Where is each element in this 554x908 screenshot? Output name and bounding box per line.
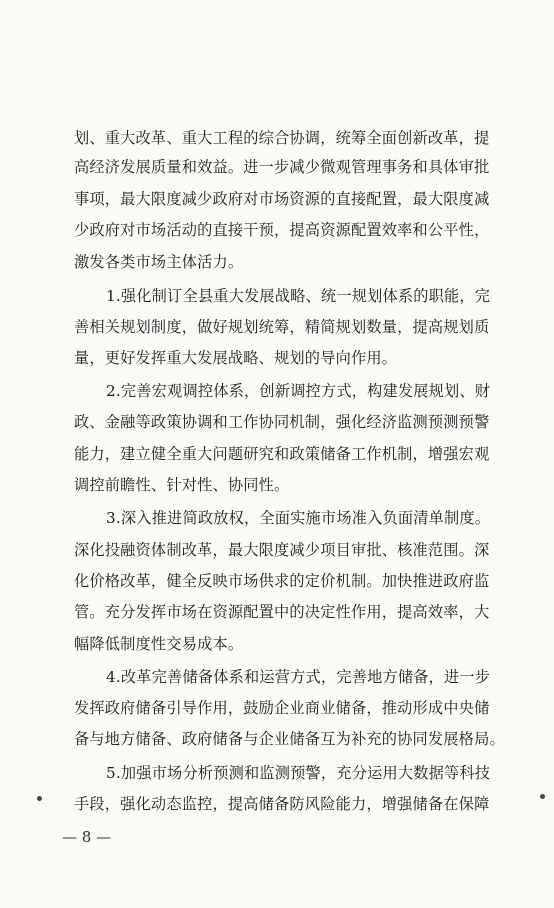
text-line: 深化投融资体制改革，最大限度减少项目审批、核准范围。深: [74, 541, 490, 559]
page-number: — 8 —: [62, 828, 112, 846]
text-line: 4.改革完善储备体系和运营方式，完善地方储备，进一步: [106, 668, 491, 686]
text-line: 政、金融等政策协调和工作协同机制，强化经济监测预测预警: [74, 413, 490, 431]
text-line: 发挥政府储备引导作用，鼓励企业商业储备，推动形成中央储: [74, 699, 490, 717]
text-line: 幅降低制度性交易成本。: [74, 635, 244, 653]
text-line: 化价格改革，健全反映市场供求的定价机制。加快推进政府监: [74, 572, 490, 590]
text-line: 少政府对市场活动的直接干预，提高资源配置效率和公平性，: [74, 221, 490, 239]
text-line: 5.加强市场分析预测和监测预警，充分运用大数据等科技: [106, 764, 491, 782]
scan-speck: [37, 796, 42, 801]
text-line: 高经济发展质量和效益。进一步减少微观管理事务和具体审批: [74, 158, 490, 176]
text-line: 量，更好发挥重大发展战略、规划的导向作用。: [74, 349, 398, 367]
text-line: 1.强化制订全县重大发展战略、统一规划体系的职能，完: [106, 287, 491, 305]
text-line: 备与地方储备、政府储备与企业储备互为补充的协同发展格局。: [74, 730, 505, 748]
text-line: 划、重大改革、重大工程的综合协调，统筹全面创新改革，提: [74, 129, 490, 147]
text-line: 手段，强化动态监控，提高储备防风险能力，增强储备在保障: [74, 795, 490, 813]
text-line: 能力，建立健全重大问题研究和政策储备工作机制，增强宏观: [74, 445, 490, 463]
text-line: 事项，最大限度减少政府对市场资源的直接配置，最大限度减: [74, 190, 490, 208]
text-line: 管。充分发挥市场在资源配置中的决定性作用，提高效率，大: [74, 603, 490, 621]
text-line: 2.完善宏观调控体系，创新调控方式，构建发展规划、财: [106, 382, 491, 400]
text-line: 激发各类市场主体活力。: [74, 253, 244, 271]
text-line: 3.深入推进简政放权，全面实施市场准入负面清单制度。: [106, 509, 491, 527]
text-line: 善相关规划制度，做好规划统筹，精简规划数量，提高规划质: [74, 318, 490, 336]
scan-speck: [540, 794, 545, 799]
text-line: 调控前瞻性、针对性、协同性。: [74, 476, 290, 494]
